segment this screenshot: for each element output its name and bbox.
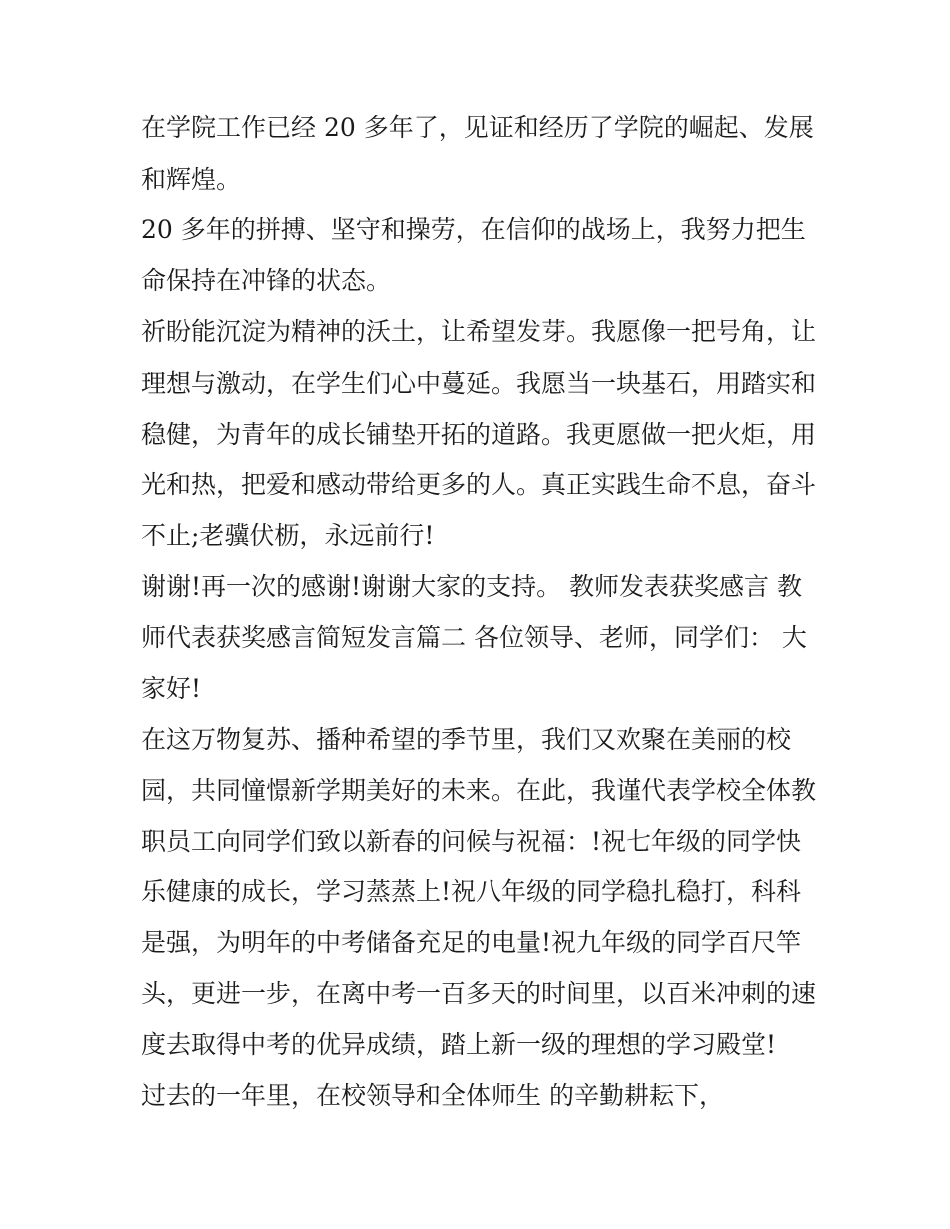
text-line: 光和热，把爱和感动带给更多的人。真正实践生命不息，奋斗 (141, 470, 817, 499)
text-line: 稳健，为青年的成长铺垫开拓的道路。我更愿做一把火炬，用 (141, 420, 817, 449)
text-line: 师代表获奖感言简短发言篇二 各位领导、老师，同学们： 大 (141, 623, 807, 652)
text-line: 职员工向同学们致以新春的问候与祝福：!祝七年级的同学快 (141, 827, 802, 856)
text-line: 谢谢!再一次的感谢!谢谢大家的支持。 教师发表获奖感言 教 (141, 572, 802, 601)
text-line: 和辉煌。 (141, 165, 242, 194)
text-line: 在这万物复苏、播种希望的季节里，我们又欢聚在美丽的校 (141, 725, 792, 754)
text-line: 20 多年的拼搏、坚守和操劳，在信仰的战场上，我努力把生 (141, 215, 806, 244)
text-line: 园，共同憧憬新学期美好的未来。在此，我谨代表学校全体教 (141, 776, 817, 805)
text-line: 在学院工作已经 20 多年了，见证和经历了学院的崛起、发展 (141, 113, 814, 142)
text-line: 不止;老骥伏枥，永远前行! (141, 521, 435, 550)
text-line: 命保持在冲锋的状态。 (141, 266, 392, 295)
text-line: 家好! (141, 674, 202, 703)
text-line: 是强，为明年的中考储备充足的电量!祝九年级的同学百尺竿 (141, 928, 802, 957)
text-line: 理想与激动，在学生们心中蔓延。我愿当一块基石，用踏实和 (141, 369, 817, 398)
text-line: 乐健康的成长，学习蒸蒸上!祝八年级的同学稳扎稳打，科科 (141, 877, 802, 906)
text-line: 过去的一年里，在校领导和全体师生 的辛勤耕耘下， (141, 1081, 724, 1110)
text-line: 头，更进一步，在离中考一百多天的时间里，以百米冲刺的速 (141, 979, 817, 1008)
text-line: 度去取得中考的优异成绩，踏上新一级的理想的学习殿堂! (141, 1030, 777, 1059)
text-line: 祈盼能沉淀为精神的沃土，让希望发芽。我愿像一把号角，让 (141, 317, 817, 346)
